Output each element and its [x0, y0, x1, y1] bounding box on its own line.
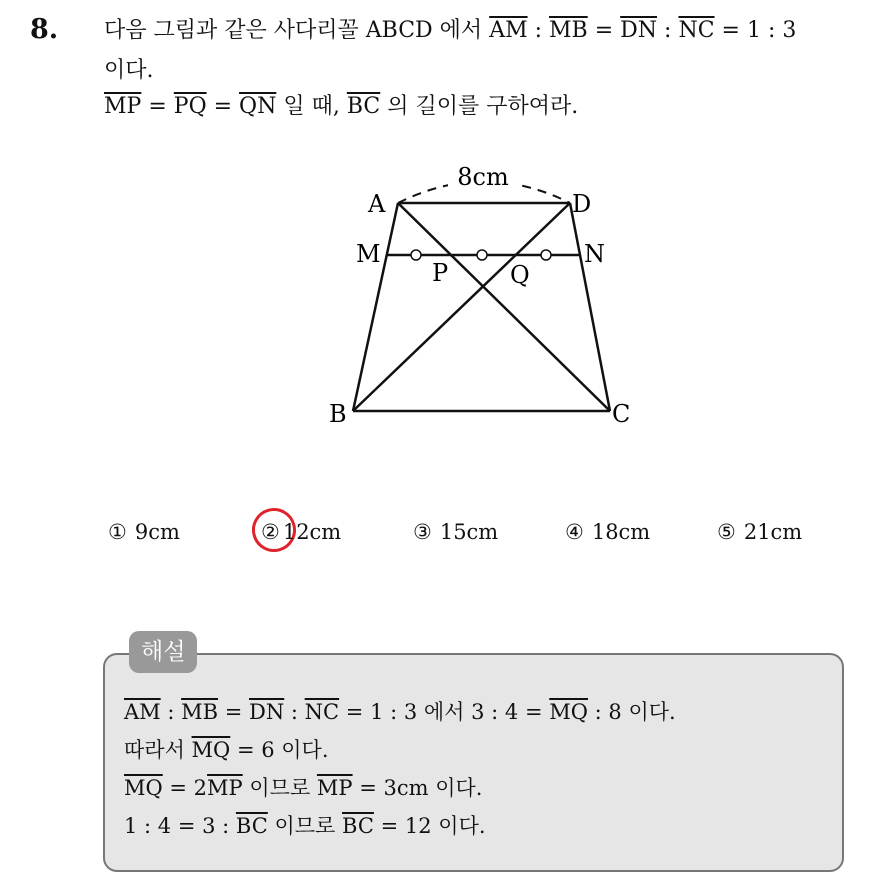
- diagonal-DB: [353, 203, 570, 411]
- question-line-2: 이다.: [104, 58, 154, 83]
- question-line-3: $\overline{MP} = \overline{PQ} = \overline{QN}$ 일 때, $\overline{BC}$ 의 길이를 구하여라.: [104, 94, 579, 119]
- label-M: M: [356, 240, 381, 268]
- label-N: N: [584, 240, 605, 268]
- solution-line-2: 따라서 $\overline{MQ} = 6$ 이다.: [124, 738, 329, 762]
- choice-4[interactable]: ④ 18cm: [565, 520, 651, 544]
- equal-mark-PQ: [477, 250, 487, 260]
- label-A: A: [368, 190, 386, 218]
- solution-tab: 해설: [129, 631, 197, 673]
- label-D: D: [572, 190, 592, 218]
- solution-line-1: $\overline{AM}$ : $\overline{MB} = \overline{DN}$ : $\overline{NC} = 1$ : 3 에서 3 : $4 = \overline{MQ}$ : 8 이다.: [124, 700, 676, 724]
- label-Q: Q: [510, 261, 530, 289]
- label-P: P: [432, 259, 449, 287]
- choice-5[interactable]: ⑤ 21cm: [717, 520, 803, 544]
- diagonal-AC: [398, 203, 610, 411]
- label-8cm: 8cm: [457, 163, 509, 191]
- side-AB: [353, 203, 398, 411]
- equal-mark-QN: [541, 250, 551, 260]
- label-B: B: [329, 400, 347, 428]
- solution-line-3: $\overline{MQ} = 2\overline{MP}$ 이므로 $\overline{MP} = 3cm$ 이다.: [124, 776, 483, 800]
- choice-2[interactable]: ② 12cm: [261, 520, 342, 544]
- label-C: C: [612, 400, 631, 428]
- question-number: 8.: [30, 14, 59, 45]
- choice-1[interactable]: ① 9cm: [108, 520, 180, 544]
- trapezoid-figure: [300, 150, 660, 440]
- solution-line-4: 1 : 4 = 3 : $\overline{BC}$ 이므로 $\overline{BC} = 12$ 이다.: [124, 814, 486, 838]
- choice-3[interactable]: ③ 15cm: [413, 520, 499, 544]
- equal-mark-MP: [411, 250, 421, 260]
- side-DC: [570, 203, 610, 411]
- question-line-1: 다음 그림과 같은 사다리꼴 ABCD 에서 $\overline{AM}$ : $\overline{MB} = \overline{DN}$ : $\overline{NC} = 1$ : 3: [104, 18, 797, 43]
